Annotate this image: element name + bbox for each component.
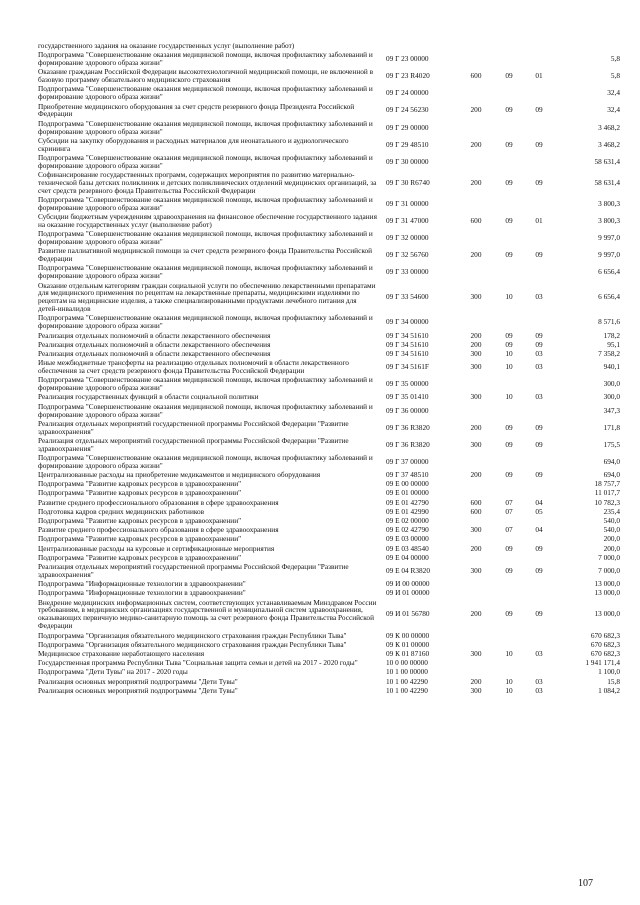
expense-type-code [458, 85, 494, 102]
expense-type-code: 200 [470, 609, 482, 619]
row-name: Подпрограмма "Информационные технологии в здравоохранении" [38, 579, 246, 589]
amount: 1 941 171,4 [585, 658, 620, 668]
row-name: Развитие паллиативной медицинской помощи за счет средств резервного фонда Правительства Российской Федерации [38, 246, 373, 264]
target-article-code: 09 Г 37 00000 [386, 456, 429, 466]
expense-type-code [458, 403, 494, 420]
section-code [494, 403, 524, 420]
table-row [38, 599, 620, 632]
amount: 9 997,0 [598, 233, 620, 243]
table-row [38, 171, 620, 196]
expense-type-code [458, 42, 494, 51]
subsection-code: 05 [535, 506, 543, 516]
table-row [38, 437, 620, 454]
row-name: Подпрограмма "Развитие кадровых ресурсов в здравоохранении" [38, 552, 242, 562]
subsection-code: 09 [535, 250, 543, 260]
subsection-code [524, 589, 554, 598]
target-article-code: 09 Е 00 00000 [386, 479, 429, 489]
amount: 200,0 [603, 534, 620, 544]
row-name: Подпрограмма "Дети Тувы" на 2017 - 2020 годы [38, 667, 188, 677]
expense-type-code [458, 659, 494, 668]
row-name: Подпрограмма "Организация обязательного медицинского страхования граждан Республики Тыва" [38, 630, 347, 640]
table-row [38, 563, 620, 580]
table-row [38, 264, 620, 281]
target-article-code: 09 Г 23 R4020 [386, 71, 430, 81]
section-code: 09 [505, 330, 513, 340]
amount: 3 800,3 [598, 216, 620, 226]
row-name: Подпрограмма "Развитие кадровых ресурсов в здравоохранении" [38, 479, 242, 489]
target-article-code: 09 Г 29 00000 [386, 122, 429, 132]
amount: 940,1 [603, 362, 620, 372]
subsection-code: 03 [535, 348, 543, 358]
expense-type-code [458, 120, 494, 137]
target-article-code: 09 Е 03 48540 [386, 543, 429, 553]
row-name: Подпрограмма "Совершенствование оказания медицинской помощи, включая профилактику заболеваний и формирование здорового образа жизни" [38, 194, 373, 212]
section-code: 07 [505, 525, 513, 535]
expense-type-code: 600 [470, 71, 482, 81]
row-name: Медицинское страхование неработающего населения [38, 648, 205, 658]
target-article-code: 09 Г 34 5161F [386, 362, 429, 372]
expense-type-code [458, 632, 494, 641]
table-row [38, 51, 620, 68]
table-body [38, 42, 620, 696]
row-name: Субсидии на закупку оборудования и расходных материалов для неонатального и аудиологического скрининга [38, 135, 349, 153]
row-name: Приобретение медицинского оборудования за счет средств резервного фонда Президента Российской Федерации [38, 101, 355, 119]
section-code: 09 [505, 543, 513, 553]
amount: 1 100,0 [598, 667, 620, 677]
amount: 7 000,0 [598, 552, 620, 562]
subsection-code: 03 [535, 392, 543, 402]
expense-type-code: 200 [470, 676, 482, 686]
target-article-code: 09 Е 02 42790 [386, 525, 429, 535]
amount: 3 468,2 [598, 122, 620, 132]
expense-type-code: 300 [470, 566, 482, 576]
amount: 5,8 [610, 54, 620, 64]
subsection-code: 03 [535, 648, 543, 658]
amount: 540,0 [603, 525, 620, 535]
target-article-code: 09 Г 31 00000 [386, 198, 429, 208]
target-article-code: 09 Г 36 R3820 [386, 439, 430, 449]
subsection-code: 09 [535, 422, 543, 432]
section-code: 10 [505, 648, 513, 658]
target-article-code: 09 Г 37 48510 [386, 470, 429, 480]
target-article-code: 09 Г 33 00000 [386, 267, 429, 277]
amount: 300,0 [603, 379, 620, 389]
amount: 3 468,2 [598, 139, 620, 149]
row-name: Централизованные расходы на курсовые и сертификационные мероприятия [38, 543, 275, 553]
table-row [38, 376, 620, 393]
expense-type-code: 300 [470, 292, 482, 302]
expense-type-code: 600 [470, 497, 482, 507]
subsection-code [524, 120, 554, 137]
table-row [38, 103, 620, 120]
subsection-code [524, 42, 554, 51]
amount: 6 656,4 [598, 292, 620, 302]
table-row [38, 154, 620, 171]
amount: 175,5 [603, 439, 620, 449]
amount: 3 800,3 [598, 198, 620, 208]
target-article-code: 09 К 01 87160 [386, 648, 430, 658]
amount: 1 084,2 [598, 685, 620, 695]
expense-type-code: 200 [470, 105, 482, 115]
section-code: 09 [505, 139, 513, 149]
section-code: 10 [505, 348, 513, 358]
section-code [494, 42, 524, 51]
subsection-code [524, 314, 554, 331]
subsection-code: 09 [535, 330, 543, 340]
table-row [38, 120, 620, 137]
subsection-code: 09 [535, 439, 543, 449]
row-name: Подпрограмма "Совершенствование оказания медицинской помощи, включая профилактику заболеваний и формирование здорового образа жизни" [38, 84, 373, 102]
expense-type-code: 200 [470, 250, 482, 260]
row-name: Развитие среднего профессионального образования в сфере здравоохранения [38, 497, 279, 507]
row-name: Оказание отдельным категориям граждан социальной услуги по обеспечению лекарственными препаратами для медицинского применения по рецептам на лекарственные препараты, медицинскими изделиями по рецептам на медицинские изделия, а также специализированными продуктами лечебного питания для детей-инвалидов [38, 280, 376, 314]
amount: 694,0 [603, 456, 620, 466]
target-article-code: 09 Г 34 51610 [386, 330, 429, 340]
amount: 670 682,3 [590, 648, 620, 658]
subsection-code: 09 [535, 139, 543, 149]
table-row [38, 420, 620, 437]
subsection-code: 09 [535, 566, 543, 576]
amount: 11 017,7 [594, 488, 620, 498]
row-name: Централизованные расходы на приобретение медикаментов и медицинского оборудования [38, 470, 321, 480]
subsection-code [524, 659, 554, 668]
amount: 300,0 [603, 392, 620, 402]
section-code: 10 [505, 362, 513, 372]
amount: 7 358,2 [598, 348, 620, 358]
expense-type-code: 600 [470, 216, 482, 226]
subsection-code [524, 632, 554, 641]
row-name: Подпрограмма "Совершенствование оказания медицинской помощи, включая профилактику заболеваний и формирование здорового образа жизни" [38, 452, 373, 470]
expense-type-code [458, 480, 494, 489]
amount: 58 631,4 [594, 177, 620, 187]
subsection-code: 03 [535, 292, 543, 302]
expense-type-code [458, 264, 494, 281]
expense-type-code [458, 196, 494, 213]
expense-type-code: 200 [470, 139, 482, 149]
target-article-code: 09 Г 35 00000 [386, 379, 429, 389]
table-row [38, 230, 620, 247]
target-article-code: 09 Г 33 54600 [386, 292, 429, 302]
row-name: Подпрограмма "Развитие кадровых ресурсов в здравоохранении" [38, 488, 242, 498]
section-code [494, 580, 524, 589]
target-article-code: 09 Г 29 48510 [386, 139, 429, 149]
section-code [494, 154, 524, 171]
section-code: 09 [505, 566, 513, 576]
row-name: Субсидии бюджетным учреждениям здравоохранения на финансовое обеспечение государственного задания на оказание государственных услуг (выполнение работ) [38, 212, 377, 229]
section-code: 09 [505, 216, 513, 226]
target-article-code: 09 Е 02 00000 [386, 516, 429, 526]
table-row [38, 403, 620, 420]
section-code [494, 554, 524, 563]
budget-table [38, 42, 620, 696]
expense-type-code [458, 580, 494, 589]
section-code [494, 376, 524, 393]
target-article-code: 09 Г 32 56760 [386, 250, 429, 260]
subsection-code [524, 230, 554, 247]
subsection-code: 09 [535, 105, 543, 115]
subsection-code [524, 85, 554, 102]
expense-type-code: 200 [470, 330, 482, 340]
row-name: Подпрограмма "Совершенствование оказания медицинской помощи, включая профилактику заболеваний и формирование здорового образа жизни" [38, 118, 373, 136]
amount: 32,4 [607, 105, 620, 115]
row-name: Внедрение медицинских информационных систем, соответствующих устанавливаемым Минздравом России требованиям, в медицинских организациях государственной и муниципальной систем здравоохранения, оказывающих первичную медико-санитарную помощь за счет резервного фонда Правительства Российской Федерации [38, 597, 377, 631]
expense-type-code: 200 [470, 339, 482, 349]
target-article-code: 09 К 00 00000 [386, 630, 430, 640]
table-row [38, 196, 620, 213]
subsection-code: 09 [535, 609, 543, 619]
subsection-code: 04 [535, 497, 543, 507]
amount: 178,2 [603, 330, 620, 340]
subsection-code [524, 403, 554, 420]
row-name: Подпрограмма "Совершенствование оказания медицинской помощи, включая профилактику заболеваний и формирование здорового образа жизни" [38, 401, 373, 419]
amount: 13 000,0 [594, 588, 620, 598]
expense-type-code: 300 [470, 362, 482, 372]
expense-type-code: 300 [470, 685, 482, 695]
row-name: Иные межбюджетные трансферты на реализацию отдельных полномочий в области лекарственного обеспечения за счет средств резервного фонда Правительства Российской Федерации [38, 358, 349, 376]
expense-type-code [458, 554, 494, 563]
target-article-code: 09 Г 34 00000 [386, 317, 429, 327]
expense-type-code [458, 314, 494, 331]
row-name: Подготовка кадров средних медицинских работников [38, 506, 205, 516]
section-code: 09 [505, 339, 513, 349]
row-name: Подпрограмма "Совершенствование оказания медицинской помощи, включая профилактику заболеваний и формирование здорового образа жизни" [38, 229, 373, 247]
target-article-code: 09 Г 34 51610 [386, 348, 429, 358]
table-row [38, 68, 620, 85]
section-code: 09 [505, 71, 513, 81]
amount: 670 682,3 [590, 639, 620, 649]
section-code: 09 [505, 105, 513, 115]
section-code: 09 [505, 439, 513, 449]
table-row [38, 359, 620, 376]
subsection-code: 03 [535, 676, 543, 686]
target-article-code: 09 Е 01 42990 [386, 506, 429, 516]
target-article-code: 09 Г 32 00000 [386, 233, 429, 243]
expense-type-code [458, 51, 494, 68]
amount: 670 682,3 [590, 630, 620, 640]
target-article-code: 09 Г 36 R3820 [386, 422, 430, 432]
subsection-code: 01 [535, 216, 543, 226]
row-name: Государственная программа Республики Тыва "Социальная защита семьи и детей на 2017 - 2020 годы" [38, 658, 358, 668]
expense-type-code: 300 [470, 392, 482, 402]
target-article-code [386, 42, 458, 51]
row-name: Софинансирование государственных программ, содержащих мероприятия по развитию материально-технической базы детских поликлиник и детских поликлинических отделений медицинских организаций, за счет средств резервного фонда Правительства Российской Федерации [38, 169, 377, 195]
amount: 9 997,0 [598, 250, 620, 260]
row-name: Подпрограмма "Совершенствование оказания медицинской помощи, включая профилактику заболеваний и формирование здорового образа жизни" [38, 375, 373, 393]
row-name: Реализация отдельных полномочий в области лекарственного обеспечения [38, 339, 271, 349]
section-code [494, 196, 524, 213]
section-code [494, 659, 524, 668]
target-article-code: 10 1 00 42290 [386, 685, 428, 695]
row-name: Развитие среднего профессионального образования в сфере здравоохранения [38, 525, 279, 535]
section-code: 07 [505, 497, 513, 507]
row-name: Подпрограмма "Совершенствование оказания медицинской помощи, включая профилактику заболеваний и формирование здорового образа жизни" [38, 152, 373, 170]
section-code: 09 [505, 250, 513, 260]
table-row [38, 454, 620, 471]
section-code [494, 230, 524, 247]
section-code [494, 51, 524, 68]
amount: 95,1 [607, 339, 620, 349]
target-article-code: 09 Г 30 00000 [386, 156, 429, 166]
target-article-code: 09 Г 31 47000 [386, 216, 429, 226]
row-name: Подпрограмма "Информационные технологии в здравоохранении" [38, 588, 246, 598]
section-code [494, 632, 524, 641]
row-name: Подпрограмма "Развитие кадровых ресурсов в здравоохранении" [38, 534, 242, 544]
expense-type-code: 300 [470, 348, 482, 358]
target-article-code: 09 Е 03 00000 [386, 534, 429, 544]
table-row [38, 314, 620, 331]
section-code: 10 [505, 685, 513, 695]
row-name: Реализация отдельных полномочий в области лекарственного обеспечения [38, 348, 271, 358]
row-name: Подпрограмма "Организация обязательного медицинского страхования граждан Республики Тыва" [38, 639, 347, 649]
subsection-code [524, 454, 554, 471]
row-name: Подпрограмма "Совершенствование оказания медицинской помощи, включая профилактику заболеваний и формирование здорового образа жизни" [38, 313, 373, 331]
expense-type-code: 200 [470, 543, 482, 553]
target-article-code: 10 1 00 00000 [386, 667, 428, 677]
row-name: Подпрограмма "Совершенствование оказания медицинской помощи, включая профилактику заболеваний и формирование здорового образа жизни" [38, 50, 373, 68]
subsection-code: 09 [535, 470, 543, 480]
section-code: 10 [505, 676, 513, 686]
target-article-code: 09 Г 24 00000 [386, 88, 429, 98]
target-article-code: 09 Г 36 00000 [386, 405, 429, 415]
subsection-code [524, 51, 554, 68]
section-code [494, 264, 524, 281]
subsection-code: 03 [535, 362, 543, 372]
subsection-code [524, 154, 554, 171]
target-article-code: 09 Е 01 42790 [386, 497, 429, 507]
amount: 7 000,0 [598, 566, 620, 576]
section-code: 09 [505, 177, 513, 187]
section-code: 07 [505, 506, 513, 516]
target-article-code: 10 0 00 00000 [386, 658, 428, 668]
target-article-code: 09 Е 01 00000 [386, 488, 429, 498]
row-name: государственного задания на оказание государственных услуг (выполнение работ) [38, 41, 295, 50]
expense-type-code: 300 [470, 525, 482, 535]
section-code: 09 [505, 470, 513, 480]
row-name: Реализация основных мероприятий подпрограммы "Дети Тувы" [38, 676, 238, 686]
amount: 13 000,0 [594, 609, 620, 619]
amount: 13 000,0 [594, 579, 620, 589]
section-code [494, 589, 524, 598]
table-row [38, 137, 620, 154]
target-article-code: 10 1 00 42290 [386, 676, 428, 686]
expense-type-code: 600 [470, 506, 482, 516]
row-name: Реализация государственных функций в области социальной политики [38, 392, 259, 402]
amount [554, 42, 620, 51]
amount: 18 757,7 [594, 479, 620, 489]
amount: 15,8 [607, 676, 620, 686]
target-article-code: 09 И 00 00000 [386, 579, 430, 589]
amount: 5,8 [610, 71, 620, 81]
subsection-code [524, 376, 554, 393]
expense-type-code: 200 [470, 177, 482, 187]
table-row [38, 85, 620, 102]
amount: 58 631,4 [594, 156, 620, 166]
expense-type-code: 300 [470, 439, 482, 449]
target-article-code: 09 Г 34 51610 [386, 339, 429, 349]
section-code: 09 [505, 609, 513, 619]
section-code [494, 314, 524, 331]
subsection-code: 09 [535, 339, 543, 349]
amount: 171,8 [603, 422, 620, 432]
row-name: Реализация основных мероприятий подпрограммы "Дети Тувы" [38, 685, 238, 695]
amount: 235,4 [603, 506, 620, 516]
row-name: Реализация отдельных мероприятий государственной программы Российской Федерации "Развитие здравоохранения" [38, 562, 349, 579]
expense-type-code: 200 [470, 470, 482, 480]
target-article-code: 09 Г 30 R6740 [386, 177, 430, 187]
amount: 10 782,3 [594, 497, 620, 507]
subsection-code [524, 480, 554, 489]
subsection-code: 01 [535, 71, 543, 81]
subsection-code [524, 264, 554, 281]
table-row [38, 247, 620, 264]
table-row [38, 282, 620, 315]
row-name: Оказание гражданам Российской Федерации высокотехнологичной медицинской помощи, не включенной в базовую программу обязательного медицинского страхования [38, 67, 374, 85]
row-name: Реализация отдельных полномочий в области лекарственного обеспечения [38, 330, 271, 340]
row-name: Подпрограмма "Развитие кадровых ресурсов в здравоохранении" [38, 516, 242, 526]
row-name: Реализация отдельных мероприятий государственной программы Российской Федерации "Развитие здравоохранения" [38, 435, 349, 453]
target-article-code: 09 Г 24 56230 [386, 105, 429, 115]
target-article-code: 09 И 01 56780 [386, 609, 430, 619]
table-row [38, 213, 620, 230]
amount: 32,4 [607, 88, 620, 98]
section-code [494, 120, 524, 137]
target-article-code: 09 Е 04 R3820 [386, 566, 430, 576]
subsection-code [524, 554, 554, 563]
subsection-code: 09 [535, 177, 543, 187]
row-name: Подпрограмма "Совершенствование оказания медицинской помощи, включая профилактику заболеваний и формирование здорового образа жизни" [38, 263, 373, 281]
section-code: 10 [505, 392, 513, 402]
amount: 8 571,6 [598, 317, 620, 327]
section-code [494, 454, 524, 471]
expense-type-code [458, 376, 494, 393]
target-article-code: 09 Е 04 00000 [386, 552, 429, 562]
expense-type-code [458, 154, 494, 171]
row-name: Реализация отдельных мероприятий государственной программы Российской Федерации "Развитие здравоохранения" [38, 418, 349, 436]
expense-type-code: 300 [470, 648, 482, 658]
target-article-code: 09 И 01 00000 [386, 588, 430, 598]
section-code: 09 [505, 422, 513, 432]
section-code [494, 85, 524, 102]
target-article-code: 09 Г 35 01410 [386, 392, 429, 402]
subsection-code: 04 [535, 525, 543, 535]
expense-type-code [458, 454, 494, 471]
amount: 200,0 [603, 543, 620, 553]
subsection-code: 09 [535, 543, 543, 553]
page-number: 107 [578, 878, 593, 889]
section-code [494, 480, 524, 489]
amount: 694,0 [603, 470, 620, 480]
table-row [38, 687, 620, 696]
amount: 6 656,4 [598, 267, 620, 277]
subsection-code: 03 [535, 685, 543, 695]
expense-type-code [458, 589, 494, 598]
section-code: 10 [505, 292, 513, 302]
amount: 347,3 [603, 405, 620, 415]
subsection-code [524, 580, 554, 589]
target-article-code: 09 Г 23 00000 [386, 54, 429, 64]
amount: 540,0 [603, 516, 620, 526]
target-article-code: 09 К 01 00000 [386, 639, 430, 649]
expense-type-code: 200 [470, 422, 482, 432]
expense-type-code [458, 230, 494, 247]
subsection-code [524, 196, 554, 213]
